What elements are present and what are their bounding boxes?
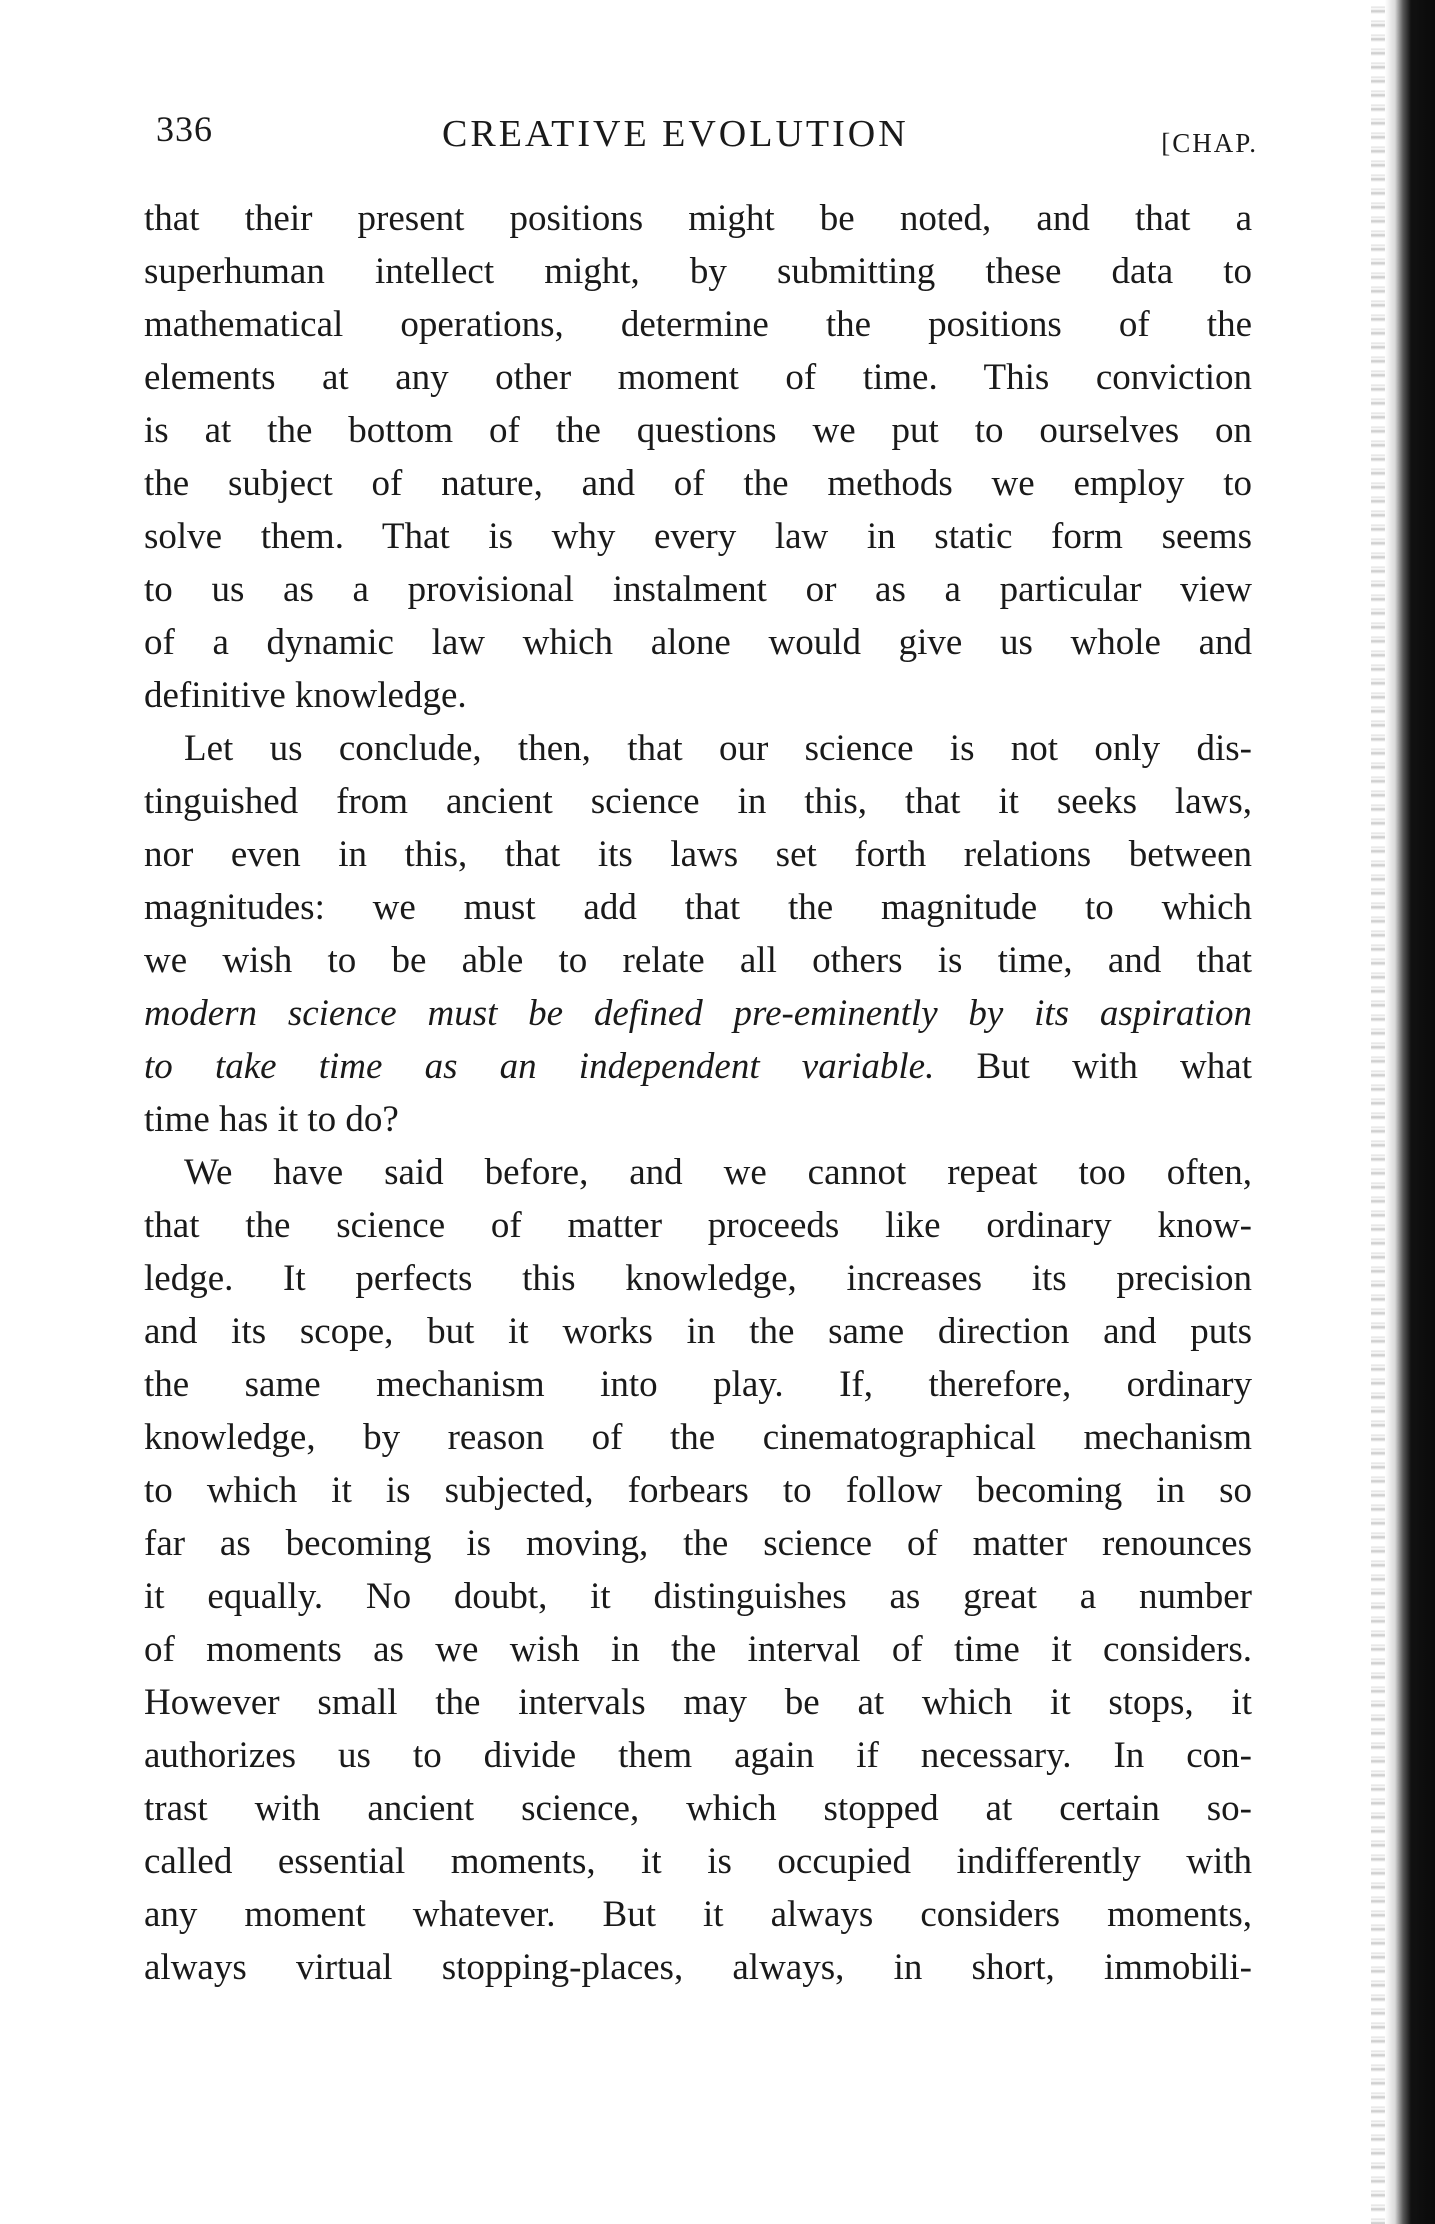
roman-phrase: But with what (934, 1046, 1252, 1087)
text-line: always virtual stopping-places, always, in short, immobili- (144, 1947, 1252, 1988)
text-line: to us as a provisional instalment or as a particular view (144, 569, 1252, 610)
text-line: ledge. It perfects this knowledge, increases its precision (144, 1258, 1252, 1299)
text-line: mathematical operations, determine the positions of the (144, 304, 1252, 345)
text-line: elements at any other moment of time. This conviction (144, 357, 1252, 398)
text-line: trast with ancient science, which stopped at certain so- (144, 1788, 1252, 1829)
text-line: We have said before, and we cannot repeat too often, (184, 1152, 1252, 1193)
text-line: and its scope, but it works in the same direction and puts (144, 1311, 1252, 1352)
text-line: far as becoming is moving, the science of matter renounces (144, 1523, 1252, 1564)
text-line: that their present positions might be noted, and that a (144, 198, 1252, 239)
text-line-mixed (144, 1040, 1252, 1093)
text-line: superhuman intellect might, by submitting these data to (144, 251, 1252, 292)
text-line: of moments as we wish in the interval of time it considers. (144, 1629, 1252, 1670)
body-text (144, 192, 1252, 1994)
text-line: we wish to be able to relate all others is time, and that (144, 940, 1252, 981)
italic-phrase: to take time as an independent variable. (144, 1046, 935, 1087)
text-line: is at the bottom of the questions we put to ourselves on (144, 410, 1252, 451)
text-line: definitive knowledge. (144, 675, 467, 716)
text-line: authorizes us to divide them again if necessary. In con- (144, 1735, 1252, 1776)
text-line: the same mechanism into play. If, therefore, ordinary (144, 1364, 1252, 1405)
text-line: any moment whatever. But it always considers moments, (144, 1894, 1252, 1935)
text-line: called essential moments, it is occupied indifferently with (144, 1841, 1252, 1882)
text-line: Let us conclude, then, that our science is not only dis- (184, 728, 1252, 769)
text-line: to which it is subjected, forbears to follow becoming in so (144, 1470, 1252, 1511)
text-line: the subject of nature, and of the methods we employ to (144, 463, 1252, 504)
chapter-mark: [CHAP. (1161, 128, 1258, 158)
text-line: tinguished from ancient science in this, that it seeks laws, (144, 781, 1252, 822)
text-line: of a dynamic law which alone would give us whole and (144, 622, 1252, 663)
text-line: it equally. No doubt, it distinguishes as great a number (144, 1576, 1252, 1617)
text-line: that the science of matter proceeds like ordinary know- (144, 1205, 1252, 1246)
text-line: magnitudes: we must add that the magnitude to which (144, 887, 1252, 928)
text-line: solve them. That is why every law in static form seems (144, 516, 1252, 557)
text-line: nor even in this, that its laws set forth relations between (144, 834, 1252, 875)
running-head: CREATIVE EVOLUTION (442, 113, 909, 155)
page-number: 336 (156, 109, 213, 149)
text-line-italic: modern science must be defined pre-eminently by its aspiration (144, 993, 1252, 1034)
binding-shadow-speckle (1371, 0, 1385, 2224)
text-line: time has it to do? (144, 1099, 399, 1140)
page-header (150, 108, 1258, 168)
binding-edge (1385, 0, 1435, 2224)
text-line: However small the intervals may be at which it stops, it (144, 1682, 1252, 1723)
text-line: knowledge, by reason of the cinematographical mechanism (144, 1417, 1252, 1458)
